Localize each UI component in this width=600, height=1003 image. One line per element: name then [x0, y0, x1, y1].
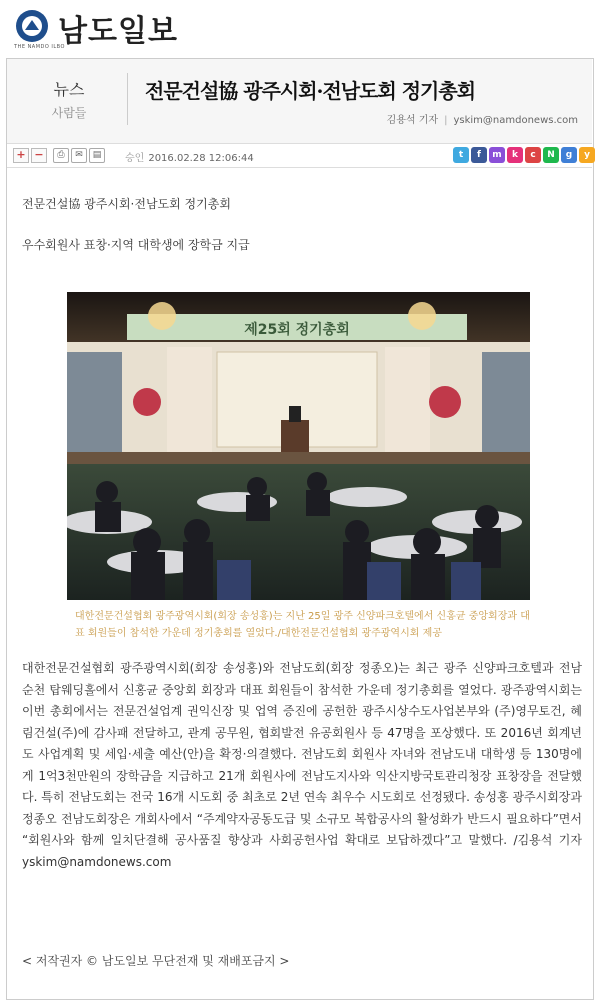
email-icon[interactable]: ✉ [71, 148, 87, 163]
logo-tagline: THE NAMDO ILBO [14, 44, 65, 50]
cyworld-icon[interactable]: c [525, 147, 541, 163]
font-increase-button[interactable]: + [13, 148, 29, 163]
article-text: 대한전문건설협회 광주광역시회(회장 송성홍)와 전남도회(회장 정종오)는 최근 광주 신양파크호텔과 전남 순천 탑웨딩홀에서 신홍균 중앙회 회장과 대표 회원들이 참석한 가운데 정기총회를 열었다. 광주광역시회는 이번 총회에서는 전문건설업계 권익신장 및 업역 증진에 공헌한 광주시상수도사업본부와 (주)영무토건, 혜림건설(주)에 감사패 전달하고, 관계 공무원, 협회발전 유공회원사 등 47명을 포상했다. 또 2016년 회계년도 사업계획 및 세입·세출 예산(안)을 확정·의결했다. 전남도회 회원사 자녀와 전남도내 대학생 등 130명에게 1억3천만원의 장학금을 지급하고 21개 회원사에 전남도지사와 익산지방국토관리청장 표창장을 전달했다. 특히 전남도회는 전국 16개 시도회 중 최초로 2년 연속 최우수 시도회로 선정됐다. 송성홍 광주시회장과 정종오 전남도회장은 개회사에서 “주계약자공동도급 및 소규모 복합공사의 활성화가 반드시 필요하다”면서 “회원사와 함께 일치단결해 공사품질 향상과 사회공헌사업 확대로 보답하겠다”고 말했다. /김용석 기자 yskim@namdonews.com [22, 661, 582, 869]
me2day-icon[interactable]: m [489, 147, 505, 163]
subsection-label[interactable]: 사람들 [51, 106, 87, 120]
header-divider [127, 73, 128, 125]
reporter-email[interactable]: yskim@namdonews.com [453, 115, 578, 126]
article-toolbar [7, 143, 592, 168]
reporter-name: 김용석 기자 [386, 115, 439, 126]
approved-label: 승인 [125, 153, 145, 164]
kakaostory-icon[interactable]: k [507, 147, 523, 163]
article-photo[interactable] [67, 292, 530, 600]
section-label[interactable]: 뉴스 [53, 80, 85, 99]
font-decrease-button[interactable]: − [31, 148, 47, 163]
facebook-icon[interactable]: f [471, 147, 487, 163]
article-subtitle-2: 우수회원사 표창·지역 대학생에 장학금 지급 [22, 238, 250, 252]
copyright-notice: < 저작권자 © 남도일보 무단전재 및 재배포금지 > [22, 954, 290, 968]
approved-timestamp: 2016.02.28 12:06:44 [148, 153, 254, 164]
section-nav [21, 77, 117, 121]
scrap-icon[interactable]: ▤ [89, 148, 105, 163]
print-icon[interactable]: ⎙ [53, 148, 69, 163]
article-header [7, 59, 592, 144]
logo-text: 남도일보 [58, 14, 178, 49]
naver-icon[interactable]: N [543, 147, 559, 163]
twitter-icon[interactable]: t [453, 147, 469, 163]
yozm-icon[interactable]: y [579, 147, 595, 163]
byline: 김용석 기자 | yskim@namdonews.com [386, 115, 578, 126]
article-subtitle-1: 전문건설協 광주시회·전남도회 정기총회 [22, 197, 231, 211]
conference-photo-illustration [67, 292, 530, 600]
google-plus-icon[interactable]: g [561, 147, 577, 163]
logo-emblem-icon [12, 8, 52, 48]
article-body [22, 195, 578, 253]
photo-caption: 대한전문건설협회 광주광역시회(회장 송성홍)는 지난 25일 광주 신양파크호텔에서 신홍균 중앙회장과 대표 회원들이 참석한 가운데 정기총회를 열었다./대한전문건설협회 광주광역시회 제공 [75, 611, 530, 639]
article-headline: 전문건설協 광주시회·전남도회 정기총회 [145, 79, 476, 103]
banner-text: 제25회 정기총회 [244, 322, 350, 338]
approval-info [125, 149, 254, 164]
